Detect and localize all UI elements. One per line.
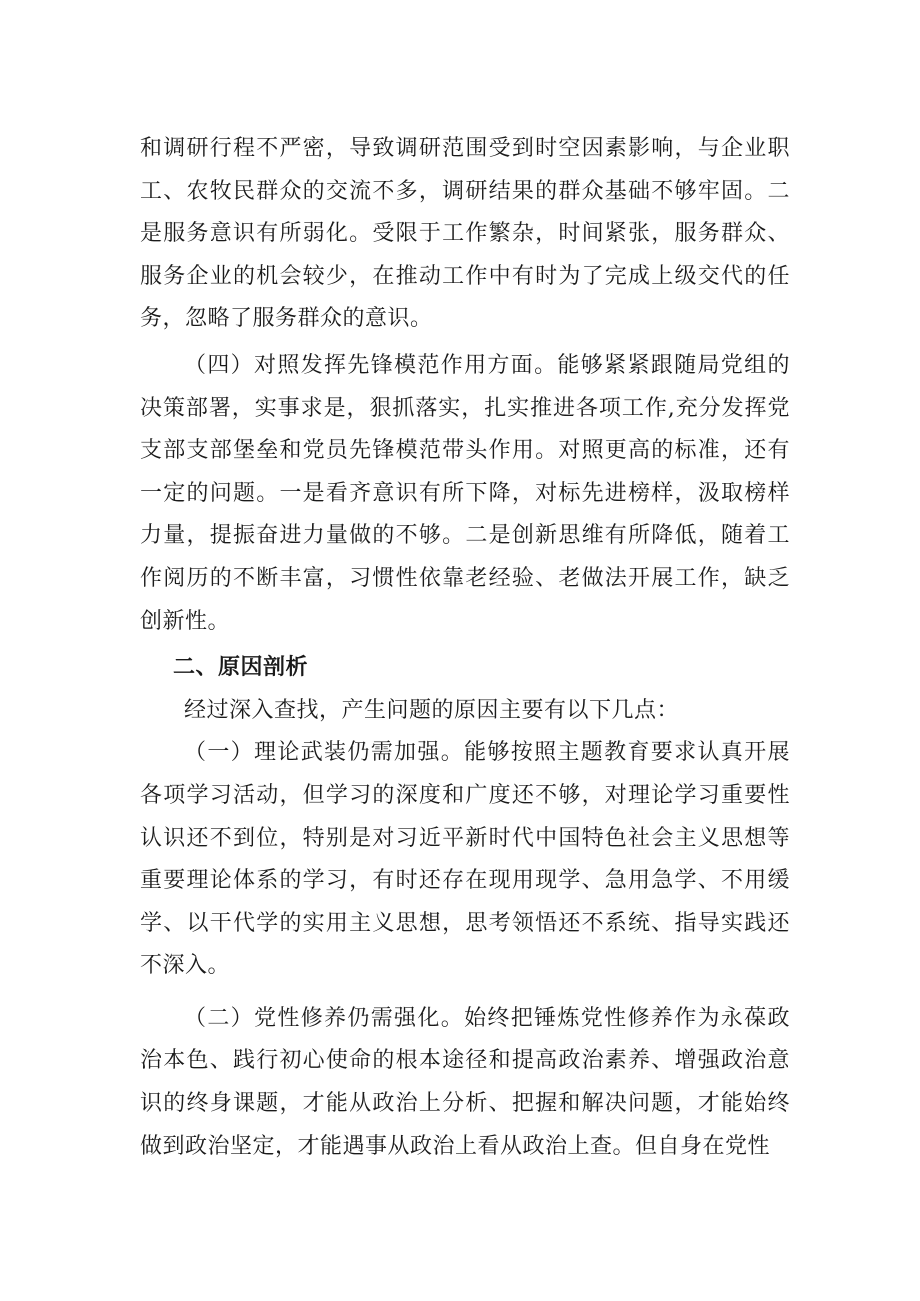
paragraph-cause-two: （二）党性修养仍需强化。始终把锤炼党性修养作为永葆政治本色、践行初心使命的根本途径和提高政治素养、增强政治意识的终身课题，才能从政治上分析、把握和解决问题，才能始终做到政治坚定，才能遇事从政治上看从政治上查。但自身在党性 bbox=[140, 1005, 790, 1159]
paragraph-intro-causes: 经过深入查找，产生问题的原因主要有以下几点： bbox=[184, 697, 680, 723]
section-heading-cause-analysis: 二、原因剖析 bbox=[173, 655, 309, 681]
paragraph-continuation: 和调研行程不严密，导致调研范围受到时空因素影响，与企业职工、农牧民群众的交流不多，调研结果的群众基础不够牢固。二是服务意识有所弱化。受限于工作繁杂，时间紧张，服务群众、服务企业的机会较少，在推动工作中有时为了完成上级交代的任务，忽略了服务群众的意识。 bbox=[140, 136, 790, 332]
paragraph-section-four: （四）对照发挥先锋模范作用方面。能够紧紧跟随局党组的决策部署，实事求是，狠抓落实，扎实推进各项工作,充分发挥党支部支部堡垒和党员先锋模范带头作用。对照更高的标准，还有一定的问题。一是看齐意识有所下降，对标先进榜样，汲取榜样力量，提振奋进力量做的不够。二是创新思维有所降低，随着工作阅历的不断丰富，习惯性依靠老经验、老做法开展工作，缺乏创新性。 bbox=[140, 352, 790, 634]
paragraph-cause-one: （一）理论武装仍需加强。能够按照主题教育要求认真开展各项学习活动，但学习的深度和广度还不够，对理论学习重要性认识还不到位，特别是对习近平新时代中国特色社会主义思想等重要理论体系的学习，有时还存在现用现学、急用急学、不用缓学、以干代学的实用主义思想，思考领悟还不系统、指导实践还不深入。 bbox=[140, 740, 790, 979]
document-body bbox=[140, 128, 790, 1168]
